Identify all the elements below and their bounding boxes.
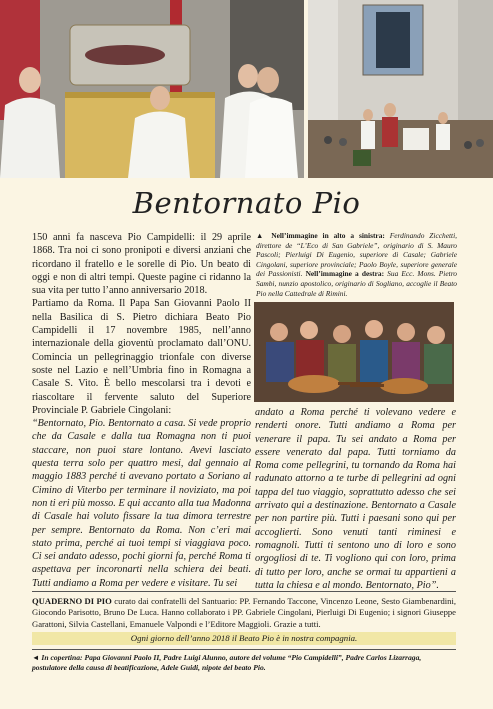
article-left-column bbox=[32, 231, 251, 590]
photo-cathedral-rimini bbox=[308, 0, 493, 178]
photo-pilgrims-illustration bbox=[254, 302, 454, 402]
article-right-column bbox=[255, 406, 456, 592]
anniversary-banner: Ogni giorno dell’anno 2018 il Beato Pio è in nostra compagnia. bbox=[32, 632, 456, 645]
article-paragraph-rome: Partiamo da Roma. Il Papa San Giovanni Paolo II nella Basilica di S. Pietro dichiara Beato Pio Campidelli il 17 novembre 1985, nell’anno internazionale della gioventù proclamato dall’ONU. Comincia un pellegrinaggio trionfale con diverse soste nel Lazio e nell’Umbria fino in Romagna a Casale S. Vito. È bello mescolarsi tra i devoti e riascoltare il fervente saluto del Superiore Provinciale P. Gabriele Cingolani: bbox=[32, 298, 251, 416]
photo-priests-with-urn bbox=[0, 0, 304, 178]
article-quote-part2: andato a Roma perché ti volevano vedere e renderti onore. Tutti andiamo a Roma per venerare il papa. Tu sei andato a Roma per essere venerato dal papa. Tutti torniamo da Roma come pellegrini, tu tornando da Roma hai radunato attorno a te turbe di pellegrini ad ogni tappa del tuo viaggio, soprattutto adesso che sei arrivato qui a destinazione. Bentornato a Casale per non partire più. Tutti i paesani sono qui per accoglierti. Sono venuti tanti riminesi e romagnoli. Tutti ti sentono uno di loro e sono orgogliosi di te. Ti vogliono qui con loro, prima di tutto per loro, anche se ormai tu appartieni a tutta la chiesa e al mondo. Bentornato, Pio”. bbox=[255, 407, 456, 591]
footer-divider-top bbox=[32, 591, 456, 592]
photo-priests-illustration bbox=[0, 0, 304, 178]
credits-label: QUADERNO DI PIO bbox=[32, 596, 112, 606]
caption-lead-right: Nell’immagine a destra: bbox=[305, 269, 385, 279]
credits-quaderno bbox=[32, 596, 456, 630]
article-title: Bentornato Pio bbox=[132, 186, 361, 220]
caption-lead-left: ▲ Nell’immagine in alto a sinistra: bbox=[256, 231, 385, 240]
photo-young-pilgrims-singing bbox=[254, 302, 454, 402]
credits-text: curato dai confratelli del Santuario: PP. Fernando Taccone, Vincenzo Leone, Sesto Giambenardini, Giocondo Parisotto, Bruno De Luca. Hanno collaborato i PP. Gabriele Cingolani, Pierluigi Di Eugenio; i signori Giuseppe Garattoni, Silvia Castellani, Emanuele Valpondi e l’Editore Maggioli. Grazie a tutti. bbox=[32, 596, 456, 629]
caption-names-right: Sua Ecc. Mons. Pietro Sambi, nunzio apostolico, originario di Sogliano, accoglie il Beato Pio nella Cattedrale di Rimini. bbox=[256, 269, 457, 298]
caption-names-left: Ferdinando Zicchetti, direttore de “L’Eco di San Gabriele”, originario di S. Mauro Pascoli; Pierluigi Di Eugenio, superiore di Casale; Gabriele Cingolani, superiore provinciale; Paolo Boyle, superiore generale dei Passionisti. bbox=[256, 231, 457, 279]
photo-caption bbox=[256, 231, 457, 298]
cover-caption: ◄ In copertina: Papa Giovanni Paolo II, Padre Luigi Alunno, autore del volume “Pio Campidelli”, Padre Carlos Lizarraga, postulatore della causa di beatificazione, Adele Guidi, nipote del beato Pio. bbox=[32, 653, 422, 672]
article-paragraph-intro: 150 anni fa nasceva Pio Campidelli: il 29 aprile 1868. Tra noi ci sono pronipoti e diversi anziani che ricordano il fratello e le sorelle di Pio. Un beato di oggi e non di altri tempi. Queste pagine ci ridanno la sua vita per tutto l’anno anniversario 2018. bbox=[32, 232, 251, 297]
article-quote-part1: “Bentornato, Pio. Bentornato a casa. Si vede proprio che da Casale e dalla tua Romagna non ti puoi staccare, non puoi stare lontano. Avevi lasciato questa terra solo per quattro mesi, dal gennaio al maggio 1883 perché ti avevano portato a Soriano al Cimino di Viterbo per terminare il noviziato, ma poi non ti eri più mosso. E qui accanto alla tua Madonna di Casale hai voluto fissare la tua dimora terrestre per sempre. Bentornato da Roma. Non c’eri mai stato prima, perché ai tuoi tempi si viaggiava poco. Ci sei andato adesso, pochi giorni fa, perché Roma ti aspettava per incoronarti nella schiera dei beati. Tutti andiamo a Roma per vedere e visitare. Tu sei bbox=[32, 418, 251, 589]
photo-cathedral-illustration bbox=[308, 0, 493, 178]
footer-divider-bottom bbox=[32, 649, 456, 650]
